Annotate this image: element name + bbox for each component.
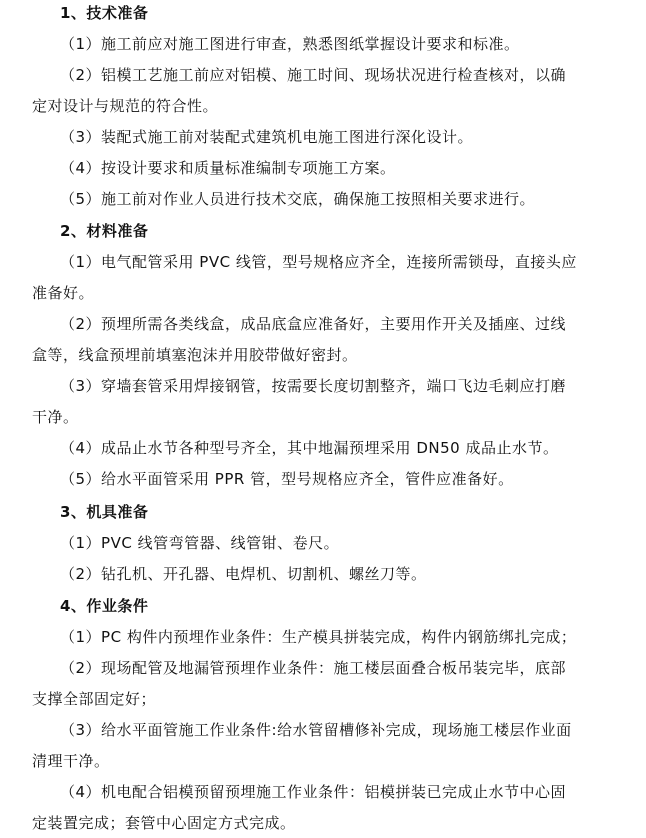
section-4-line-6: （4）机电配合铝模预留预埋施工作业条件：铝模拼装已完成止水节中心固 bbox=[60, 783, 567, 801]
section-4-line-3: 支撑全部固定好； bbox=[32, 690, 157, 708]
section-4-line-7: 定装置完成；套管中心固定方式完成。 bbox=[32, 814, 296, 832]
section-1-line-2: （2）铝模工艺施工前应对铝模、施工时间、现场状况进行检查核对，以确 bbox=[60, 66, 567, 84]
section-4-line-5: 清理干净。 bbox=[32, 752, 110, 770]
section-4-line-2: （2）现场配管及地漏管预埋作业条件：施工楼层面叠合板吊装完毕，底部 bbox=[60, 659, 567, 677]
section-3-line-2: （2）钻孔机、开孔器、电焊机、切割机、螺丝刀等。 bbox=[60, 565, 427, 583]
section-2-line-5: （3）穿墙套管采用焊接钢管，按需要长度切割整齐，端口飞边毛刺应打磨 bbox=[60, 377, 567, 395]
section-3-line-1: （1）PVC 线管弯管器、线管钳、卷尺。 bbox=[60, 534, 340, 552]
section-3-heading: 3、机具准备 bbox=[60, 503, 149, 521]
section-2-line-7: （4）成品止水节各种型号齐全，其中地漏预埋采用 DN50 成品止水节。 bbox=[60, 439, 559, 457]
section-2-line-6: 干净。 bbox=[32, 408, 79, 426]
section-2-line-2: 准备好。 bbox=[32, 284, 95, 302]
section-1-line-6: （5）施工前对作业人员进行技术交底，确保施工按照相关要求进行。 bbox=[60, 190, 536, 208]
section-1-line-5: （4）按设计要求和质量标准编制专项施工方案。 bbox=[60, 159, 396, 177]
section-2-line-4: 盒等，线盒预埋前填塞泡沫并用胶带做好密封。 bbox=[32, 346, 358, 364]
section-1-line-1: （1）施工前应对施工图进行审查，熟悉图纸掌握设计要求和标准。 bbox=[60, 35, 520, 53]
section-2-line-3: （2）预埋所需各类线盒，成品底盒应准备好，主要用作开关及插座、过线 bbox=[60, 315, 567, 333]
section-4-heading: 4、作业条件 bbox=[60, 597, 149, 615]
section-2-heading: 2、材料准备 bbox=[60, 222, 149, 240]
section-2-line-1: （1）电气配管采用 PVC 线管，型号规格应齐全，连接所需锁母，直接头应 bbox=[60, 253, 577, 271]
section-2-line-8: （5）给水平面管采用 PPR 管，型号规格应齐全，管件应准备好。 bbox=[60, 470, 514, 488]
section-1-line-4: （3）装配式施工前对装配式建筑机电施工图进行深化设计。 bbox=[60, 128, 474, 146]
section-1-line-3: 定对设计与规范的符合性。 bbox=[32, 97, 219, 115]
section-1-heading: 1、技术准备 bbox=[60, 4, 149, 22]
section-4-line-4: （3）给水平面管施工作业条件:给水管留槽修补完成，现场施工楼层作业面 bbox=[60, 721, 572, 739]
section-4-line-1: （1）PC 构件内预埋作业条件：生产模具拼装完成，构件内钢筋绑扎完成； bbox=[60, 628, 577, 646]
